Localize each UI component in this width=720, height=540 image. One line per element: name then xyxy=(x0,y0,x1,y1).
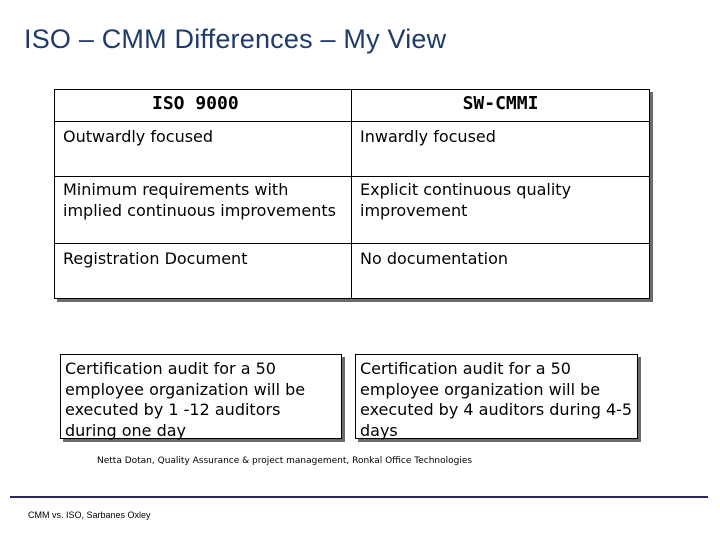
table-cell: Explicit continuous quality improvement xyxy=(352,177,650,244)
table-row xyxy=(55,244,650,299)
iso-audit-box: Certification audit for a 50 employee organization will be executed by 1 -12 auditors during one day xyxy=(60,354,342,439)
header-sw-cmmi: SW-CMMI xyxy=(352,90,650,122)
author-credit: Netta Dotan, Quality Assurance & project management, Ronkal Office Technologies xyxy=(97,456,473,466)
slide-title: ISO – CMM Differences – My View xyxy=(24,24,447,54)
table-row xyxy=(55,122,650,177)
table-cell: Inwardly focused xyxy=(352,122,650,177)
table-cell: Minimum requirements with implied continuous improvements xyxy=(55,177,352,244)
comparison-table xyxy=(54,89,650,299)
table-header-row xyxy=(55,90,650,122)
footer-divider xyxy=(10,496,708,498)
header-iso-9000: ISO 9000 xyxy=(55,90,352,122)
footer-text: CMM vs. ISO, Sarbanes Oxley xyxy=(28,510,151,520)
table-cell: Registration Document xyxy=(55,244,352,299)
table-cell: No documentation xyxy=(352,244,650,299)
cmmi-audit-box: Certification audit for a 50 employee organization will be executed by 4 auditors during 4-5 days xyxy=(355,354,638,439)
table-cell: Outwardly focused xyxy=(55,122,352,177)
table-row xyxy=(55,177,650,244)
